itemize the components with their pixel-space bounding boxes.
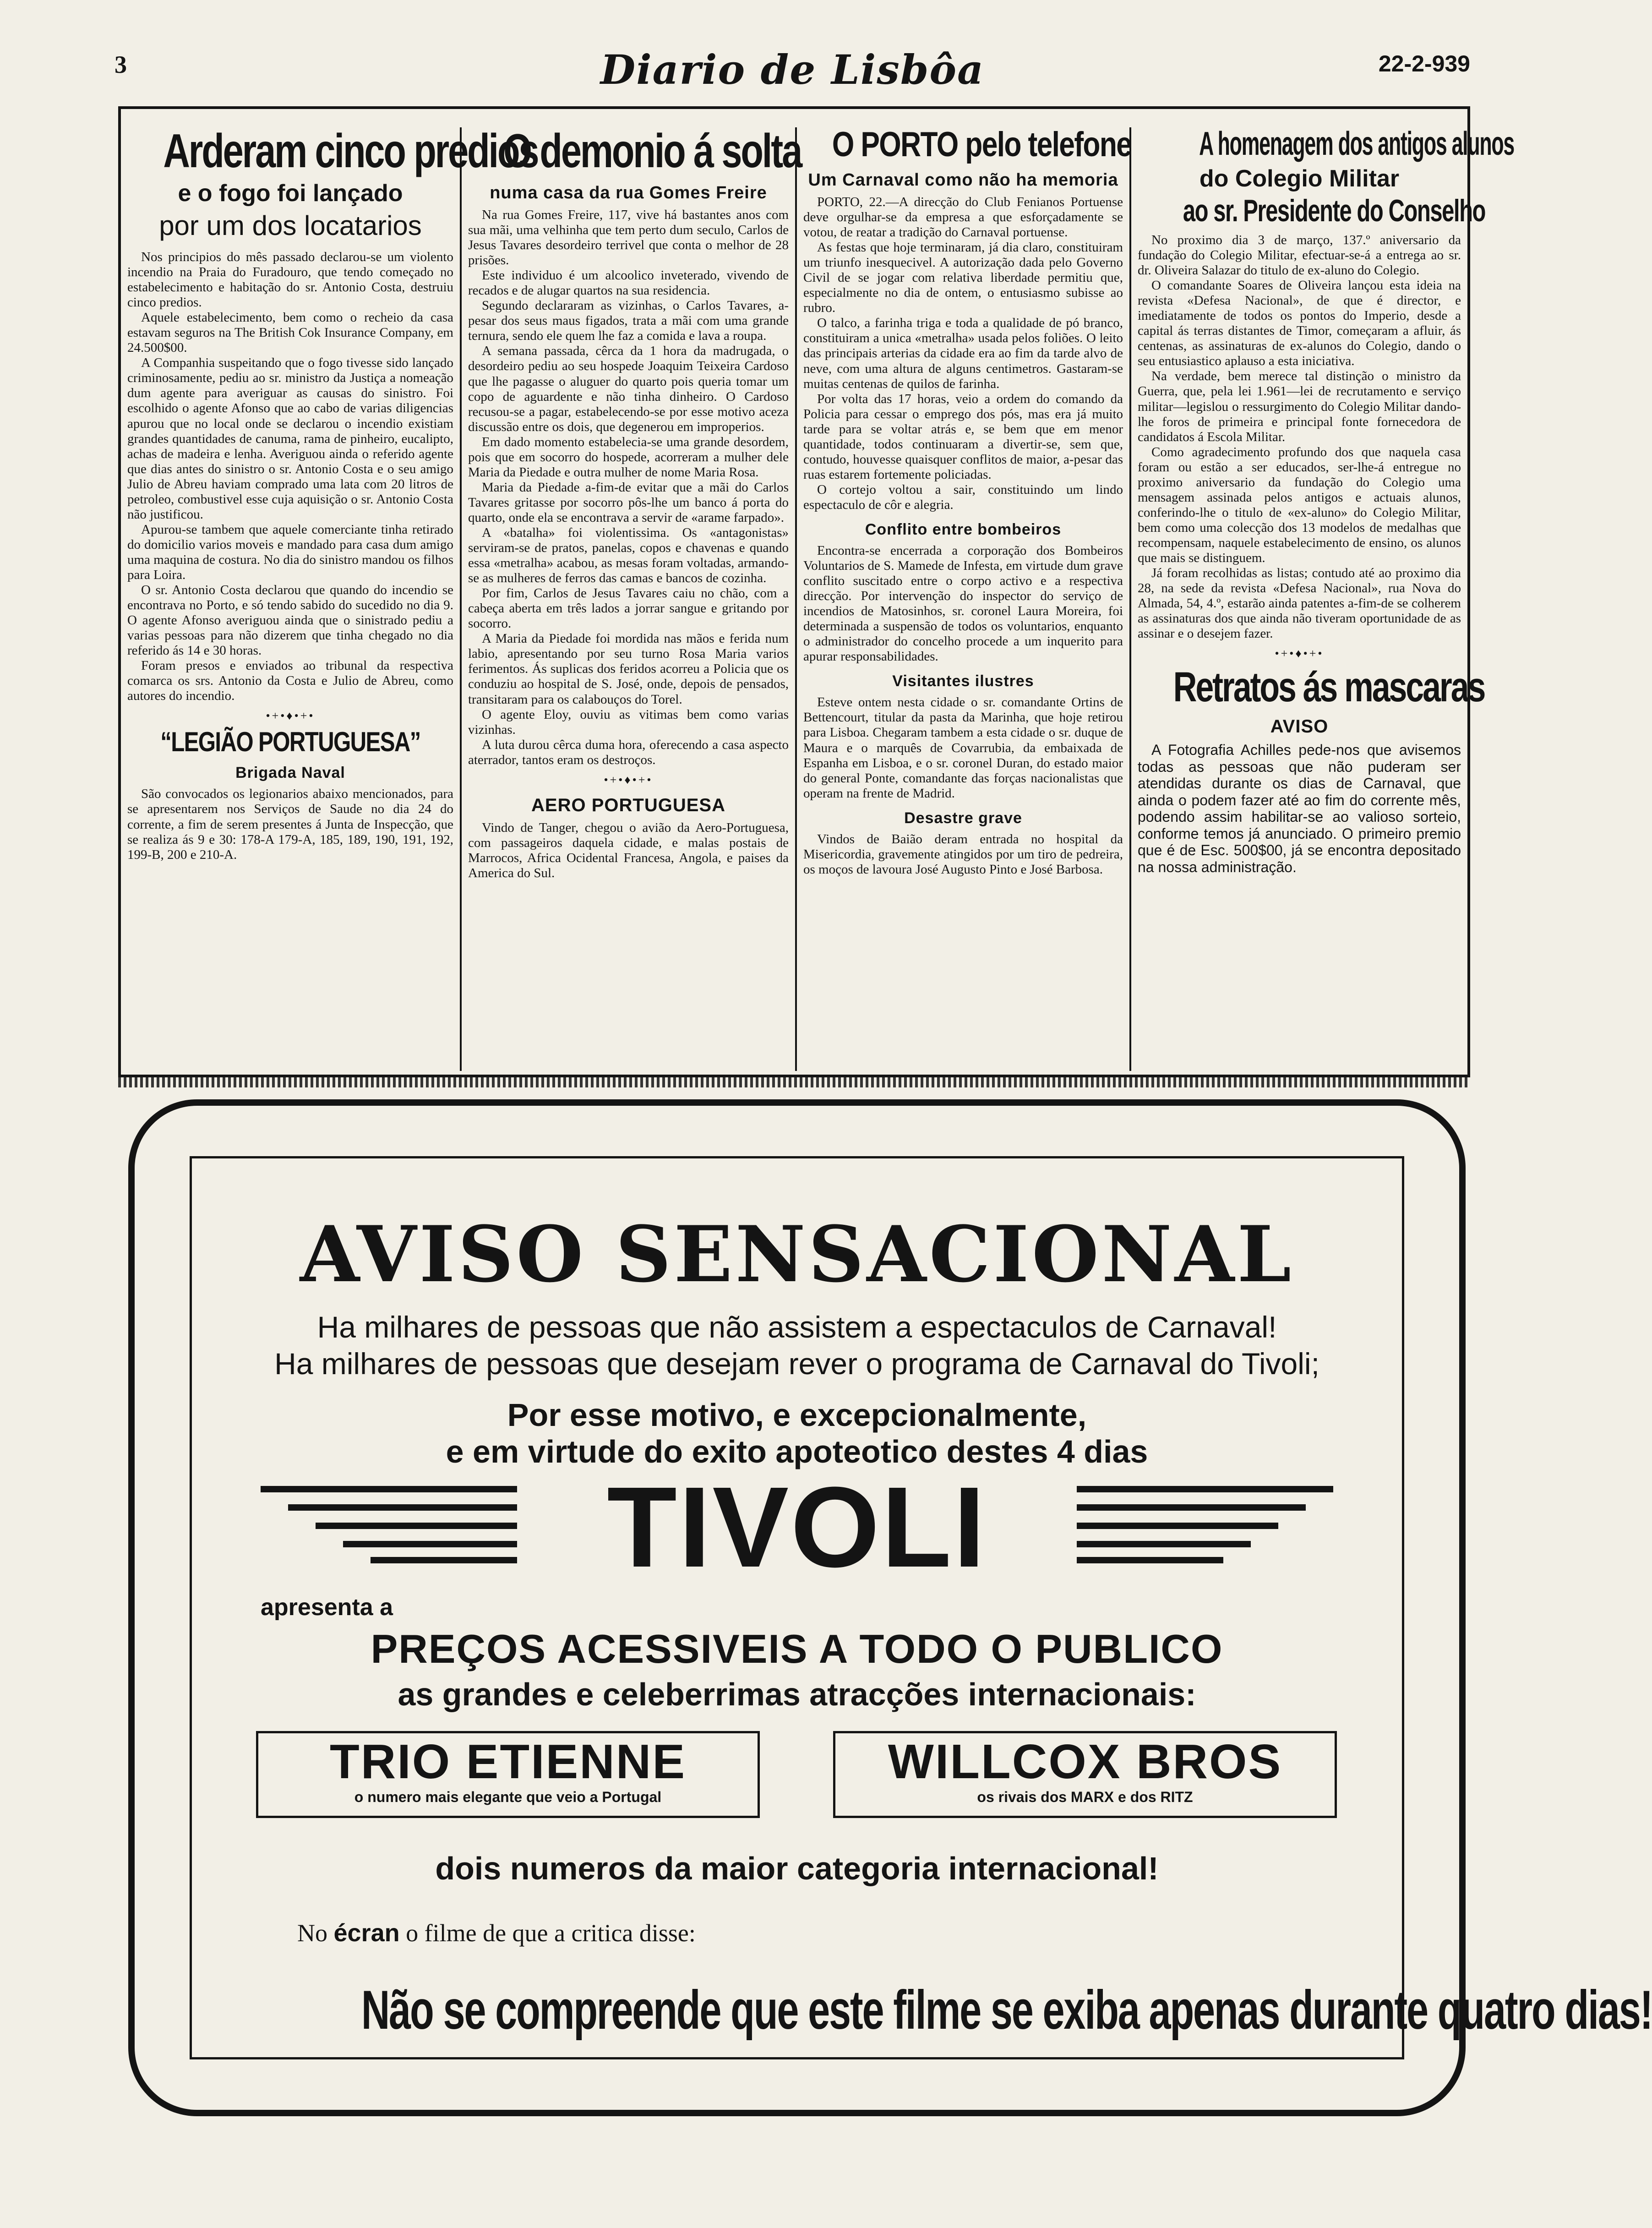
headline-retratos: Retratos ás mascaras	[1173, 664, 1485, 711]
paragraph: Encontra-se encerrada a corporação dos Bombeiros Voluntarios de S. Mamede de Infesta, em virtude dum grave conflito suscitado entre o corpo activo e a respectiva direcção. Por intervenção do inspector do serviço de incendios de Matosinhos, sr. coronel Laura Moreira, foi determinada a suspensão de todos os voluntarios, enquanto o administrador do concelho procede a um inquerito para apurar responsabilidades.	[803, 543, 1123, 664]
ad-line-3: Por esse motivo, e excepcionalmente,	[507, 1397, 1087, 1433]
subhead-colegio: do Colegio Militar	[1199, 165, 1400, 192]
paragraph: O comandante Soares de Oliveira lançou esta ideia na revista «Defesa Nacional», de que é director, e imediatamente de todos os pontos do Imperio, desde a capital ás terras distantes de Timor, começaram a afluir, ás centenas, as assinaturas de ex-alunos do Colegio, dando o seu entusiastico aplauso a esta iniciativa.	[1138, 278, 1461, 369]
paragraph: PORTO, 22.—A direcção do Club Fenianos Portuense deve orgulhar-se da empresa a que esforçadamente se votou, de reatar a tradição do Carnaval portuense.	[803, 195, 1123, 240]
headline-demonio: O demonio á solta	[503, 125, 801, 178]
tivoli-brand: TIVOLI	[607, 1463, 987, 1591]
column-fire	[121, 125, 538, 1071]
act-willcox-bros	[833, 1731, 1337, 1818]
headline-legiao: “LEGIÃO PORTUGUESA”	[160, 726, 420, 758]
article-colegio-body	[1138, 233, 1461, 641]
ad-attractions: as grandes e celeberrimas atracções internacionais:	[398, 1676, 1196, 1712]
article-porto-body	[803, 195, 1123, 513]
tivoli-advertisement	[128, 1099, 1652, 2116]
act-name: TRIO ETIENNE	[329, 1735, 687, 1789]
article-visitantes-body	[803, 695, 1123, 801]
headline-aero: AERO PORTUGUESA	[531, 795, 725, 815]
article-aero-body	[468, 820, 789, 881]
subhead-fire: e o fogo foi lançado	[178, 180, 403, 207]
headline-fire: Arderam cinco predios	[163, 125, 538, 178]
article-bombeiros-body	[803, 543, 1123, 664]
paragraph: Maria da Piedade a-fim-de evitar que a mãi do Carlos Tavares gritasse por socorro pôs-lhe um banco á porta do quarto, onde ela se encontrava a servir de «arame farpado».	[468, 480, 789, 525]
paragraph: A Companhia suspeitando que o fogo tivesse sido lançado criminosamente, pediu ao sr. ministro da Justiça a nomeação dum agente para averiguar as causas do sinistro. Foi escolhido o agente Afonso que ao cabo de varias diligencias apurou que no local onde se declarou o incendio existiam grandes quantidades de canuma, rama de pinheiro, eucalipto, achas de madeira e lenha. Averiguou ainda o referido agente que dias antes do sinistro o sr. Antonio Costa e o seu amigo Julio de Abreu haviam comprado uma lata com 20 litros de petroleo, combustivel esse cuja aquisição o sr. Antonio Costa não justificou.	[127, 355, 453, 522]
subhead-visitantes: Visitantes ilustres	[892, 672, 1034, 690]
subhead-porto: Um Carnaval como não ha memoria	[808, 170, 1118, 190]
subhead-bombeiros: Conflito entre bombeiros	[865, 520, 1062, 538]
paragraph: Vindos de Baião deram entrada no hospital da Misericordia, gravemente atingidos por um tiro de pedreira, os moços de lavoura José Augusto Pinto e José Barbosa.	[803, 831, 1123, 877]
subhead-desastre: Desastre grave	[904, 809, 1022, 827]
screen-post: o filme de que a critica disse:	[406, 1919, 696, 1947]
screen-pre: No	[297, 1919, 327, 1947]
ad-critic-quote: Não se compreende que este filme se exiba apenas durante quatro dias!	[361, 1979, 1652, 2041]
paragraph: Segundo declararam as vizinhas, o Carlos Tavares, a-pesar dos seus maus figados, trata a mãi com uma grande ternura, sendo ele quem lhe faz a comida e lava a roupa.	[468, 298, 789, 344]
paragraph: A semana passada, cêrca da 1 hora da madrugada, o desordeiro pediu ao seu hospede Joaquim Teixeira Cardoso que lhe pagasse o aluguer do quarto pois queria tomar um copo de aguardente e não tinha dinheiro. O Cardoso recusou-se a pagar, estabelecendo-se por esse motivo aceza discussão entre os dois, que degenerou em improperios.	[468, 344, 789, 434]
screen-word: écran	[333, 1919, 400, 1947]
masthead	[114, 46, 1470, 101]
paragraph: Já foram recolhidas as listas; contudo até ao proximo dia 28, na sede da revista «Defesa Nacional», rua Nova do Almada, 54, 4.º, estarão ainda patentes a-fim-de se colherem as assinaturas dos que ainda não tiveram oportunidade de as assinar e o desejem fazer.	[1138, 566, 1461, 641]
headline-porto: O PORTO pelo telefone	[832, 125, 1132, 164]
paragraph: Em dado momento estabelecia-se uma grande desordem, pois que em socorro do hospede, acorreram a mulher dele Maria da Piedade e outra mulher de nome Maria Rosa.	[468, 434, 789, 480]
paragraph: Na rua Gomes Freire, 117, vive há bastantes anos com sua mãi, uma velhinha que tem perto dum seculo, Carlos de Jesus Tavares desordeiro terrivel que conta o melhor de 28 prisões.	[468, 208, 789, 268]
paragraph: Na verdade, bem merece tal distinção o ministro da Guerra, que, pela lei 1.961—lei de recrutamento e serviço militar—legislou o ressurgimento do Colegio Militar dando-lhe foros de primeira e principal fonte fornecedora de candidatos á Escola Militar.	[1138, 369, 1461, 444]
ad-inner-frame	[190, 1156, 1652, 2059]
paragraph: O talco, a farinha triga e toda a qualidade de pó branco, constituiram a unica «metralha» usada pelos foliões. O leito das principais arterias da cidade era ao fim da tarde alvo de neve, com uma altura de alguns centimetros. Gastaram-se muitas centenas de quilos de farinha.	[803, 316, 1123, 391]
paragraph: No proximo dia 3 de março, 137.º aniversario da fundação do Colegio Militar, efectuar-se-á a entrega ao sr. dr. Oliveira Salazar do titulo de ex-aluno do Colegio.	[1138, 233, 1461, 278]
ad-screen-line	[297, 1919, 696, 1947]
paragraph: A Fotografia Achilles pede-nos que avisemos todas as pessoas que não puderam ser atendidas durante os dias de Carnaval, que ainda o podem fazer até ao fim do corrente mês, podendo assim habilitar-se ao valioso sorteio, conforme temos já anunciado. O primeiro premio que é de Esc. 500$00, já se encontra depositado na nossa administração.	[1138, 742, 1461, 875]
subhead-fire-2: por um dos locatarios	[159, 210, 422, 241]
paragraph: Por volta das 17 horas, veio a ordem do comando da Policia para cessar o emprego dos pós, mas era já muito tarde para se voltar atrás e, se bem que em menor quantidade, todos continuaram a divertir-se, sem que, contudo, houvesse quaisquer conflitos de maior, a-pesar das ruas estarem fortemente policiadas.	[803, 391, 1123, 482]
subhead-legiao: Brigada Naval	[235, 764, 345, 782]
paragraph: O cortejo voltou a sair, constituindo um lindo espectaculo de côr e alegria.	[803, 482, 1123, 512]
ornament: •+•♦•+•	[1275, 647, 1324, 661]
ad-line-1: Ha milhares de pessoas que não assistem a espectaculos de Carnaval!	[317, 1310, 1277, 1344]
paragraph: Nos principios do mês passado declarou-se um violento incendio na Praia do Furadouro, que tendo começado no estabelecimento e habitação do sr. Antonio Costa, destruiu cinco predios.	[127, 250, 453, 310]
subhead-aviso: AVISO	[1270, 716, 1329, 737]
paragraph: Foram presos e enviados ao tribunal da respectiva comarca os srs. Antonio da Costa e Julio de Abreu, como autores do incendio.	[127, 658, 453, 704]
headline-homenagem: A homenagem dos antigos alunos	[1199, 126, 1515, 162]
ad-numbers: dois numeros da maior categoria internacional!	[435, 1851, 1159, 1886]
paragraph: As festas que hoje terminaram, já dia claro, constituiram um triunfo inesquecivel. A autorização dada pelo Governo Civil de se jogar com relativa liberdade permitiu que, especialmente no dia de ontem, o entusiasmo subisse ao rubro.	[803, 240, 1123, 316]
paragraph: Como agradecimento profundo dos que naquela casa foram ou estão a ser educados, ser-lhe-á entregue no proximo aniversario da fundação do Colegio uma mensagem assinada pelos antigos e actuais alunos, conferindo-lhe o titulo de «ex-aluno» do Colegio Militar, bem como uma colecção dos 13 modelos de medalhas que recompensam, naquele estabelecimento de ensino, os alunos que mais se distinguem.	[1138, 444, 1461, 565]
ad-presents: apresenta a	[261, 1594, 393, 1621]
act-description: o numero mais elegante que veio a Portugal	[354, 1788, 662, 1805]
paragraph: Este individuo é um alcoolico inveterado, vivendo de recados e de alugar quartos na sua residencia.	[468, 268, 789, 298]
ad-line-4: e em virtude do exito apoteotico destes 4 dias	[446, 1434, 1148, 1469]
article-fire-body	[127, 250, 453, 704]
column-colegio	[1129, 126, 1515, 1071]
paragraph: Vindo de Tanger, chegou o avião da Aero-Portuguesa, com passageiros daquela cidade, e malas postais de Marrocos, Africa Ocidental Francesa, Angola, e paises da America do Sul.	[468, 820, 789, 880]
paragraph: A luta durou cêrca duma hora, oferecendo a casa aspecto aterrador, tantos eram os destroços.	[468, 737, 789, 767]
column-demonio	[460, 125, 801, 1071]
paragraph: O agente Eloy, ouviu as vitimas bem como varias vizinhas.	[468, 707, 789, 737]
ad-title: AVISO SENSACIONAL	[300, 1209, 1294, 1300]
ad-line-2: Ha milhares de pessoas que desejam rever o programa de Carnaval do Tivoli;	[274, 1347, 1319, 1381]
subhead-presidente: ao sr. Presidente do Conselho	[1183, 193, 1486, 228]
page-number: 3	[114, 51, 127, 78]
ad-prices: PREÇOS ACESSIVEIS A TODO O PUBLICO	[371, 1626, 1223, 1671]
paragraph: São convocados os legionarios abaixo mencionados, para se apresentarem nos Serviços de Saude no dia 24 do corrente, a fim de serem presentes á Junta de Inspecção, que se realiza ás 9 e 30: 178-A 179-A, 185, 189, 190, 191, 192, 199-B, 200 e 210-A.	[127, 786, 453, 862]
speed-lines-right	[1077, 1481, 1333, 1564]
article-retratos-body	[1138, 742, 1461, 875]
article-desastre-body	[803, 832, 1123, 877]
paragraph: Aquele estabelecimento, bem como o recheio da casa estavam seguros na The British Cok Insurance Company, em 24.500$00.	[127, 310, 453, 355]
paragraph: Esteve ontem nesta cidade o sr. comandante Ortins de Bettencourt, titular da pasta da Marinha, que hoje retirou para Lisboa. Chegaram tambem a esta cidade o sr. duque de Maura e o marquês de Covarrubia, da embaixada de Espanha em Lisboa, e o sr. coronel Duran, do estado maior do general Ponte, comandante das forças nacionalistas que operam na frente de Madrid.	[803, 695, 1123, 801]
news-section	[118, 106, 1515, 1077]
article-legiao-body	[127, 786, 453, 862]
column-porto	[795, 125, 1132, 1071]
paragraph: Apurou-se tambem que aquele comerciante tinha retirado do domicilio varios moveis e mandado para casa dum amigo uma maquina de costura. No dia do sinistro mandou os filhos para Loira.	[127, 522, 453, 582]
ornament: •+•♦•+•	[604, 773, 653, 786]
ornament: •+•♦•+•	[266, 709, 315, 723]
act-description: os rivais dos MARX e dos RITZ	[977, 1788, 1193, 1805]
act-trio-etienne	[256, 1731, 760, 1818]
act-name: WILLCOX BROS	[888, 1735, 1282, 1789]
article-demonio-body	[468, 208, 789, 768]
paragraph: Por fim, Carlos de Jesus Tavares caiu no chão, com a cabeça aberta em três lados a jorrar sangue e gritando por socorro.	[468, 586, 789, 631]
paragraph: A Maria da Piedade foi mordida nas mãos e ferida num labio, apresentando por seu turno Rosa Maria varios ferimentos. Ás suplicas dos feridos acorreu a Policia que os conduziu ao hospital de S. José, onde, depois de pensados, transitaram para os calabouços do Torel.	[468, 631, 789, 707]
divider-strip	[118, 1077, 1470, 1087]
issue-date: 22-2-939	[1378, 51, 1470, 76]
newspaper-title: Diario de Lisbôa	[600, 46, 985, 93]
paragraph: O sr. Antonio Costa declarou que quando do incendio se encontrava no Porto, e só tendo sabido do sucedido no dia 9. O agente Afonso averiguou ainda que o sinistrado pediu a varias pessoas para não dizerem que tinha chegado no dia referido ás 14 e 30 horas.	[127, 583, 453, 658]
subhead-demonio: numa casa da rua Gomes Freire	[490, 183, 767, 202]
paragraph: A «batalha» foi violentissima. Os «antagonistas» serviram-se de pratos, panelas, copos e chavenas e quando essa «metralha» acabou, as mesas foram voltadas, armando-se as mulheres de ferros das camas e bancos de cozinha.	[468, 525, 789, 586]
